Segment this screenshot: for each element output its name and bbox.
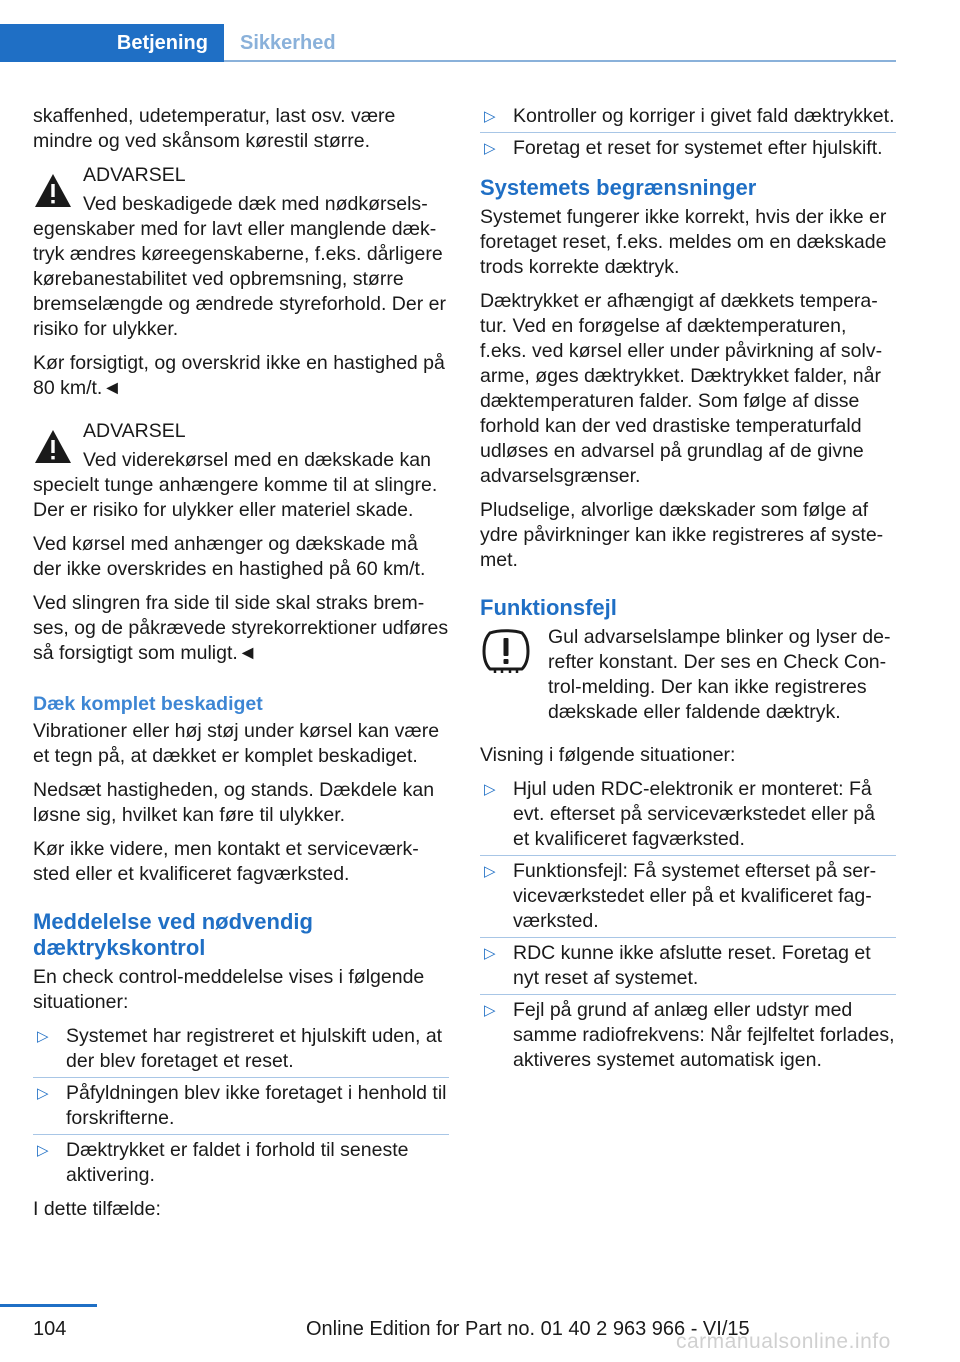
list-item: ▷ Fejl på grund af anlæg eller udstyr med samme radiofrekvens: Når fejlfeltet forlades, aktiveres systemet automatisk igen. (484, 999, 895, 1071)
triangle-bullet-icon: ▷ (484, 863, 496, 880)
subheading-tire-damage: Dæk komplet beskadiget (33, 693, 263, 715)
warning-triangle-icon (33, 427, 73, 467)
message-list (33, 1024, 449, 1188)
limits-paragraph-2: Dæktrykket er afhængigt af dækkets temperatur. Ved en forøgelse af dæktemperaturen, f.eks. ved kørsel eller under påvirkning af solvarme, øges dæktrykket. Dæktrykket falder, når dæktemperaturen falder. Som følge af disse forhold kan der ved drastiske temperaturfald udløses en advarsel på grundlag af de givne advarselsgrænser. (480, 290, 883, 487)
message-outro: I dette tilfælde: (33, 1198, 161, 1220)
list-item: ▷ Hjul uden RDC-elektronik er monteret: Få evt. efterset på serviceværkstedet eller på et kvalificeret fagværksted. (480, 777, 896, 852)
tab-betjening[interactable]: Betjening (0, 24, 224, 62)
list-item: ▷ Foretag et reset for systemet efter hjulskift. (484, 137, 883, 159)
malfunction-list (480, 777, 896, 1073)
warning-extra-1: Ved kørsel med anhænger og dækskade må der ikke overskrides en hastighed på 60 km/t. (33, 533, 426, 580)
warning-extra: Kør forsigtigt, og overskrid ikke en hastighed på 80 km/t.◄ (33, 352, 445, 399)
right-column (480, 104, 896, 1082)
message-intro: En check control-meddelelse vises i følgende situationer: (33, 966, 425, 1013)
list-item: ▷ Dæktrykket er faldet i forhold til seneste aktivering. (37, 1139, 409, 1186)
heading-malfunction: Funktionsfejl (480, 595, 617, 620)
limits-paragraph-3: Pludselige, alvorlige dækskader som følge af ydre påvirkninger kan ikke registreres af systemet. (480, 499, 884, 571)
warning-triangle-icon (33, 171, 73, 211)
left-column (33, 104, 449, 1231)
damage-paragraph-1: Vibrationer eller høj støj under kørsel kan være et tegn på, at dækket er komplet beskadiget. (33, 720, 440, 767)
triangle-bullet-icon: ▷ (484, 945, 496, 962)
malfunction-paragraph: Gul advarselslampe blinker og lyser derefter konstant. Der ses en Check Control-melding. Der kan ikke registreres dækskade eller faldende dæktryk. (548, 626, 891, 723)
triangle-bullet-icon: ▷ (484, 140, 496, 157)
damage-paragraph-2: Nedsæt hastigheden, og stands. Dækdele kan løsne sig, hvilket kan føre til ulykker. (33, 779, 435, 826)
heading-system-limits: Systemets begrænsninger (480, 175, 757, 200)
top-header (0, 0, 960, 62)
list-item: ▷ Systemet har registreret et hjulskift uden, at der blev foretaget et reset. (33, 1024, 449, 1074)
intro-paragraph: skaffenhed, udetemperatur, last osv. være mindre og ved skånsom kørestil større. (33, 105, 396, 152)
limits-paragraph-1: Systemet fungerer ikke korrekt, hvis der ikke er foretaget reset, f.eks. meldes om en dækskade trods korrekte dæktryk. (480, 206, 887, 278)
triangle-bullet-icon: ▷ (484, 108, 496, 125)
warning-extra-2: Ved slingren fra side til side skal straks bremses, og de påkrævede styrekorrektioner udføres så forsigtigt som muligt.◄ (33, 592, 449, 664)
malfunction-intro: Visning i følgende situationer: (480, 744, 736, 766)
malfunction-block (480, 625, 896, 725)
warning-title: ADVARSEL (83, 420, 186, 442)
top-list (480, 104, 896, 161)
triangle-bullet-icon: ▷ (37, 1142, 49, 1159)
heading-pressure-message: Meddelelse ved nødvendig dæktrykskontrol (33, 909, 313, 960)
list-item: ▷ RDC kunne ikke afslutte reset. Foretag et nyt reset af systemet. (480, 941, 896, 991)
edition-footer: Online Edition for Part no. 01 40 2 963 966 - VI/15 (306, 1318, 750, 1340)
tire-pressure-warning-icon (480, 627, 532, 675)
footer-accent-line (0, 1304, 97, 1307)
warning-body: Ved beskadigede dæk med nødkørselsegenskaber med for lavt eller manglende dæktryk ændres køreegenskaberne, f.eks. dårligere kørebanestabilitet ved opbremsning, større bremselængde og ændrede styreforhold. Der er risiko for ulykker. (33, 193, 446, 340)
triangle-bullet-icon: ▷ (484, 781, 496, 798)
header-divider (224, 60, 896, 62)
list-item: ▷ Påfyldningen blev ikke foretaget i henhold til forskrifterne. (33, 1081, 449, 1131)
warning-body: Ved viderekørsel med en dækskade kan specielt tunge anhængere komme til at slingre. Der er risiko for ulykker eller materiel skade. (33, 449, 438, 521)
list-item: ▷ Funktionsfejl: Få systemet efterset på serviceværkstedet eller på et kvalificeret fagværksted. (480, 859, 896, 934)
triangle-bullet-icon: ▷ (37, 1028, 49, 1045)
tab-sikkerhed[interactable]: Sikkerhed (240, 31, 336, 54)
damage-paragraph-3: Kør ikke videre, men kontakt et serviceværksted eller et kvalificeret fagværksted. (33, 838, 419, 885)
warning-block-1 (33, 163, 449, 401)
warning-title: ADVARSEL (83, 164, 186, 186)
page-number: 104 (33, 1318, 67, 1340)
triangle-bullet-icon: ▷ (484, 1002, 496, 1019)
triangle-bullet-icon: ▷ (37, 1085, 49, 1102)
list-item: ▷ Kontroller og korriger i givet fald dæktrykket. (480, 104, 896, 129)
watermark: carmanualsonline.info (676, 1330, 891, 1353)
warning-block-2 (33, 419, 449, 666)
